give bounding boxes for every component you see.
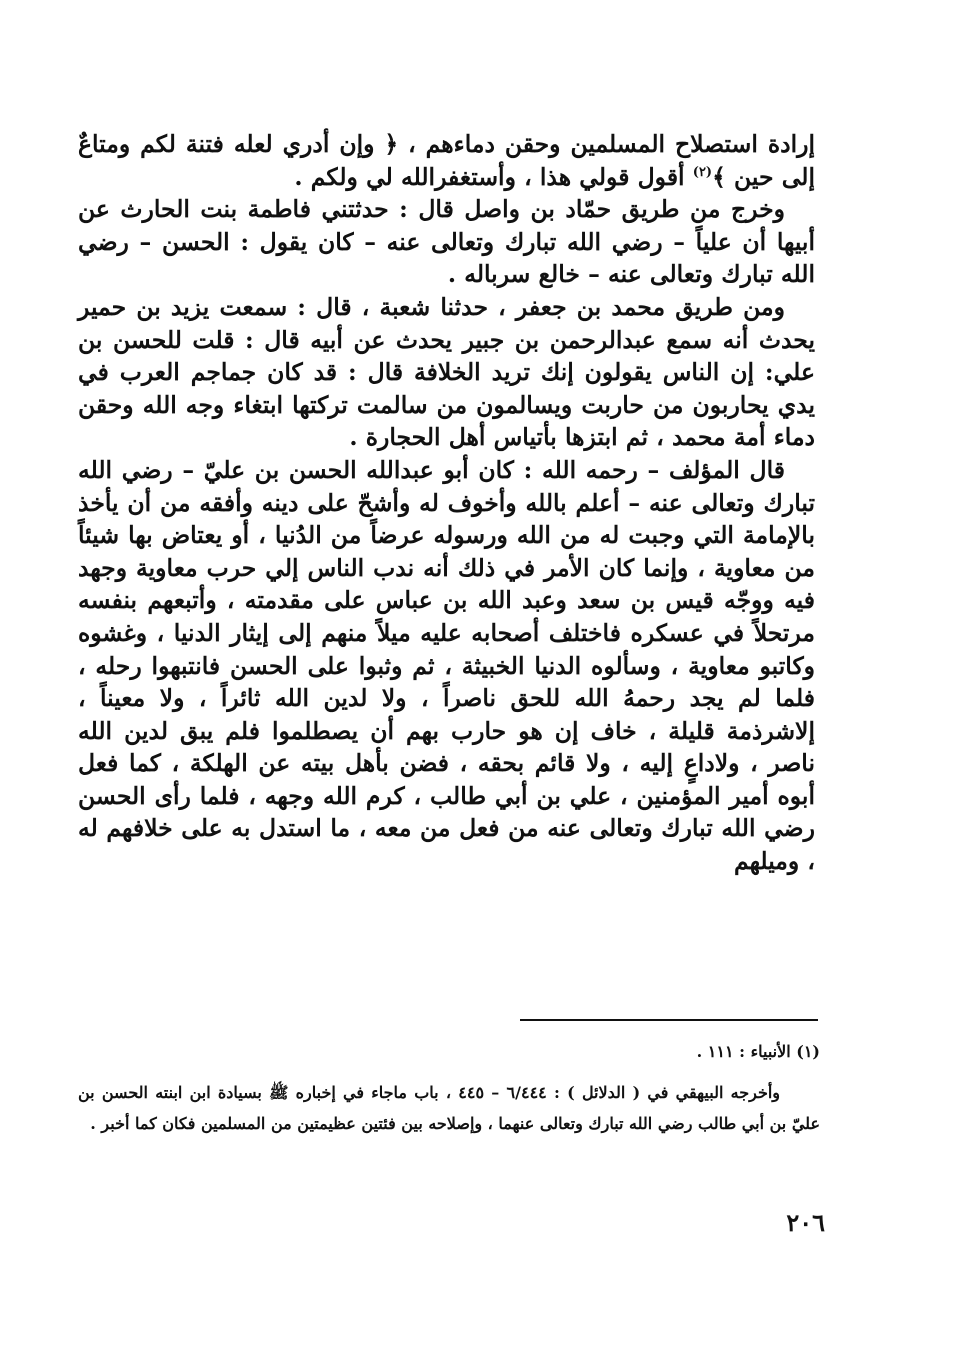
quran-verse: ﴿ وإن أدري لعله فتنة لكم ومتاعٌ إلى حين ﴾ — [78, 130, 815, 191]
paragraph-1-start: إرادة استصلاح المسلمين وحقن دماءهم ، — [398, 130, 815, 158]
page-number: ٢٠٦ — [786, 1208, 825, 1237]
main-text-block — [78, 128, 815, 878]
footnote-2: وأخرجه البيهقي في ( الدلائل ) : ٦/٤٤٤ – ٤٤٥ ، باب ماجاء في إخباره ﷺ بسيادة ابن ابنته الحسن بن عليّ بن أبي طالب رضي الله تبارك وتعالى عنهما ، وإصلاحه بين فئتين عظيمتين من المسلمين فكان كما أخبر . — [78, 1083, 820, 1133]
paragraph-4: قال المؤلف – رحمه الله : كان أبو عبدالله الحسن بن عليّ – رضي الله تبارك وتعالى عنه – أعلم بالله وأخوف له وأشحّ على دينه وأفقه من أن يأخذ بالإمامة التي وجبت له من الله ورسوله عرضاً من الدُنيا ، أو يعتاض بها شيئاً من معاوية ، وإنما كان الأمر في ذلك أنه ندب الناس إلي حرب معاوية وجهد فيه ووجّه قيس بن سعد وعبد الله بن عباس على مقدمته ، وأتبعهم بنفسه مرتحلاً في عسكره فاختلف أصحابه عليه ميلاً منهم إلى إيثار الدنيا ، وغشوه وكاتبو معاوية ، وسألوه الدنيا الخبيثة ، ثم وثبوا على الحسن فانتبهوا رحله ، فلما لم يجد رحمهُ الله للحق ناصراً ، ولا لدين الله ثائراً ، ولا معيناً ، إلاشرذمة قليلة ، خاف إن هو حارب بهم أن يصطلموا فلم يبق لدين الله ناصر ، ولاداعٍ إليه ، ولا قائم بحقه ، فضن بأهل بيته عن الهلكة ، كما فعل أبوه أمير المؤمنين ، علي بن أبي طالب ، كرم الله وجهه ، فلما رأى الحسن رضي الله تبارك وتعالى عنه من فعل من معه ، ما استدل به على خلافهم له ، وميلهم — [78, 455, 816, 876]
footnote-1: (١) الأنبياء : ١١١ . — [696, 1042, 820, 1061]
paragraph-1 — [78, 128, 815, 193]
footnote-ref-2: (٢) — [692, 164, 713, 180]
paragraph-3: ومن طريق محمد بن جعفر ، حدثنا شعبة ، قال : سمعت يزيد بن حمير يحدث أنه سمع عبدالرحمن بن جبير يحدث عن أبيه قال : قلت للحسن بن علي: إن الناس يقولون إنك تريد الخلافة قال : قد كان جماجم العرب في يدي يحاربون من حاربت ويسالمون من سالمت تركتها ابتغاء وجه الله وحقن دماء أمة محمد ، ثم ابتزها بأتياس أهل الحجارة . — [78, 292, 815, 452]
paragraph-2: وخرج من طريق حمّاد بن واصل قال : حدثتني فاطمة بنت الحارث عن أبيها أن علياً – رضي الله تبارك وتعالى عنه – كان يقول : الحسن – رضي الله تبارك وتعالى عنه – خالع سرباله . — [78, 195, 815, 289]
footnotes-block — [78, 1036, 820, 1139]
paragraph-1-end: أقول قولي هذا ، وأستغفرالله لي ولكم . — [294, 162, 693, 191]
footnote-divider — [520, 1019, 818, 1021]
